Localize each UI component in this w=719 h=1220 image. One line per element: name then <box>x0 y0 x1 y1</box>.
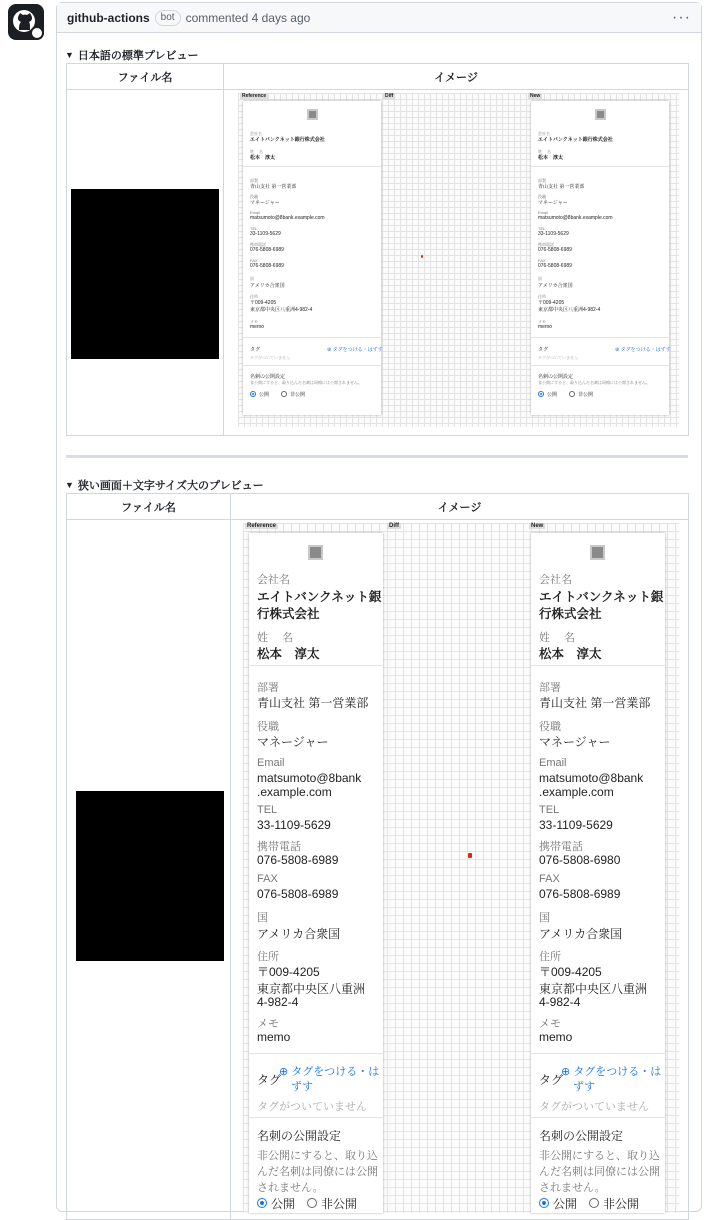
fax-value: 076-5808-6989 <box>539 887 621 901</box>
public-label: 公開 <box>259 392 270 398</box>
address-value: 東京都中央区八重洲4-982-4 <box>250 307 313 313</box>
country-label: 国 <box>250 276 254 281</box>
tel-label: TEL <box>539 804 560 816</box>
tel-value: 33-1109-5629 <box>539 818 613 832</box>
company-value-line1: エイトバンクネット銀 <box>257 590 382 604</box>
publish-label: 名刺の公開設定 <box>539 1129 624 1143</box>
title-label: 役職 <box>250 194 258 199</box>
new-tag: New <box>531 523 544 529</box>
email-value-line2: .example.com <box>257 785 332 799</box>
divider <box>531 365 669 366</box>
tel-value: 33-1109-5629 <box>250 231 281 237</box>
country-value: アメリカ合衆国 <box>538 283 573 289</box>
email-label: Email <box>257 757 285 769</box>
name-value: 松本 淳太 <box>539 647 602 661</box>
tel-label: TEL <box>257 804 278 816</box>
address-value: 東京都中央区八重洲4-982-4 <box>538 307 601 313</box>
mobile-value: 076-5808-6989 <box>257 853 339 867</box>
reference-tag: Reference <box>242 93 267 99</box>
title-value: マネージャー <box>250 200 280 206</box>
diff-marker <box>468 853 472 858</box>
dept-label: 部署 <box>539 682 561 694</box>
private-radio[interactable] <box>281 391 287 397</box>
dept-value: 青山支社 第一営業部 <box>538 184 585 190</box>
zip-value: 〒009-4205 <box>538 300 565 306</box>
fax-label: FAX <box>538 258 546 263</box>
memo-label: メモ <box>538 319 546 324</box>
address-value-line2: 4-982-4 <box>257 995 299 1009</box>
title-value: マネージャー <box>538 200 568 206</box>
publish-description-line3: されません。 <box>539 1182 606 1194</box>
publish-description-line2: んだ名刺は同僚には公開 <box>539 1166 660 1178</box>
company-value-line2: 行株式会社 <box>539 607 602 621</box>
redacted-filename <box>76 791 224 961</box>
country-value: アメリカ合衆国 <box>539 927 623 941</box>
address-value-line1: 東京都中央区八重洲 <box>257 982 366 996</box>
mobile-label: 携帯電話 <box>538 242 554 247</box>
email-value-line2: .example.com <box>539 785 614 799</box>
private-radio[interactable] <box>307 1198 317 1208</box>
private-label: 非公開 <box>603 1197 640 1211</box>
tag-empty-text: タグがついていません <box>257 1101 367 1113</box>
country-value: アメリカ合衆国 <box>250 283 285 289</box>
publish-label: 名刺の公開設定 <box>257 1129 342 1143</box>
column-header-filename: ファイル名 <box>67 64 224 90</box>
comment-header <box>57 3 701 33</box>
private-label: 非公開 <box>290 392 306 398</box>
name-label: 姓 名 <box>257 632 294 644</box>
tag-edit-link-line2[interactable]: ずす <box>291 1081 313 1093</box>
zip-value: 〒009-4205 <box>539 965 602 979</box>
divider <box>243 365 381 366</box>
divider <box>243 337 381 338</box>
column-header-filename: ファイル名 <box>67 494 231 520</box>
section-separator <box>66 455 688 458</box>
divider <box>531 337 669 338</box>
publish-description-line3: されません。 <box>257 1182 324 1194</box>
publish-description-line1: 非公開にすると、取り込 <box>539 1150 660 1162</box>
divider <box>249 665 383 666</box>
title-label: 役職 <box>257 721 279 733</box>
divider <box>531 1053 665 1054</box>
mobile-value: 076-5808-6980 <box>539 853 621 867</box>
tag-label: タグ <box>250 347 261 353</box>
private-radio[interactable] <box>589 1198 599 1208</box>
bot-label: bot <box>155 10 181 26</box>
publish-label: 名刺の公開設定 <box>538 374 574 380</box>
card-reference-small <box>243 101 381 415</box>
dept-label: 部署 <box>538 178 546 183</box>
divider <box>531 166 669 167</box>
zip-value: 〒009-4205 <box>250 300 277 306</box>
title-value: マネージャー <box>257 735 329 749</box>
mobile-label: 携帯電話 <box>257 841 301 853</box>
fax-label: FAX <box>257 873 278 885</box>
comment-meta[interactable]: commented 4 days ago <box>185 10 311 25</box>
new-tag: New <box>530 93 541 99</box>
company-value-line2: 行株式会社 <box>257 607 320 621</box>
snapshot-image-standard <box>238 93 679 427</box>
publish-description: 非公開にすると、取り込んだ名刺は同僚には公開されません。 <box>250 380 363 385</box>
redacted-filename <box>71 189 219 359</box>
name-value: 松本 淳太 <box>257 647 320 661</box>
memo-label: メモ <box>539 1018 561 1030</box>
address-label: 住所 <box>538 294 546 299</box>
bot-badge-icon <box>30 26 44 40</box>
company-value: エイトバンクネット銀行株式会社 <box>538 137 613 143</box>
divider <box>531 1117 665 1118</box>
memo-value: memo <box>250 324 264 330</box>
mobile-label: 携帯電話 <box>539 841 583 853</box>
company-label: 会社名 <box>257 574 290 586</box>
card-new-small <box>531 101 669 415</box>
name-value: 松本 淳太 <box>250 155 276 161</box>
public-radio[interactable] <box>257 1198 267 1208</box>
dept-label: 部署 <box>250 178 258 183</box>
memo-label: メモ <box>250 319 258 324</box>
tag-empty-text: タグがついていません <box>250 355 290 360</box>
dept-value: 青山支社 第一営業部 <box>539 696 651 710</box>
email-value-line1: matsumoto@8bank <box>539 771 644 785</box>
address-label: 住所 <box>257 951 279 963</box>
tel-label: TEL <box>250 226 258 231</box>
company-logo-icon <box>595 109 606 120</box>
fax-label: FAX <box>250 258 258 263</box>
address-label: 住所 <box>250 294 258 299</box>
email-value-line1: matsumoto@8bank <box>257 771 362 785</box>
memo-value: memo <box>257 1030 291 1044</box>
country-label: 国 <box>539 912 550 924</box>
tag-label: タグ <box>539 1073 564 1087</box>
summary-label: 日本語の標準プレビュー <box>77 50 199 62</box>
email-label: Email <box>539 757 567 769</box>
kebab-menu-icon[interactable]: ··· <box>672 8 691 26</box>
triangle-down-icon: ▼ <box>65 50 74 60</box>
tag-edit-link-line1[interactable]: ⊕ タグをつける・は <box>561 1066 662 1078</box>
title-value: マネージャー <box>539 735 611 749</box>
triangle-down-icon: ▼ <box>65 480 74 490</box>
public-label: 公開 <box>547 392 558 398</box>
company-label: 会社名 <box>539 574 572 586</box>
card-reference-large <box>249 533 383 1213</box>
title-label: 役職 <box>539 721 561 733</box>
title-label: 役職 <box>538 194 546 199</box>
summary-narrow-large-preview[interactable] <box>65 477 264 493</box>
tag-edit-link[interactable]: ⊕ タグをつける・はずす <box>327 347 383 353</box>
address-value-line1: 東京都中央区八重洲 <box>539 982 648 996</box>
tag-label: タグ <box>538 347 549 353</box>
diff-tag: Diff <box>385 93 394 99</box>
company-logo-icon <box>307 109 318 120</box>
private-label: 非公開 <box>321 1197 358 1211</box>
public-label: 公開 <box>271 1197 296 1211</box>
publish-label: 名刺の公開設定 <box>250 374 286 380</box>
publish-description: 非公開にすると、取り込んだ名刺は同僚には公開されません。 <box>538 380 651 385</box>
country-value: アメリカ合衆国 <box>257 927 341 941</box>
tel-label: TEL <box>538 226 546 231</box>
reference-tag: Reference <box>247 523 277 529</box>
company-label: 会社名 <box>538 131 550 136</box>
fax-value: 076-5808-6989 <box>257 887 339 901</box>
summary-label: 狭い画面＋文字サイズ大のプレビュー <box>77 480 264 492</box>
private-radio[interactable] <box>569 391 575 397</box>
address-value-line2: 4-982-4 <box>539 995 581 1009</box>
diff-marker <box>421 255 423 258</box>
tag-empty-text: タグがついていません <box>538 355 578 360</box>
github-actions-avatar[interactable] <box>8 4 44 40</box>
email-value: matsumoto@8bank.example.com <box>538 215 613 221</box>
column-header-image: イメージ <box>231 494 689 520</box>
fax-label: FAX <box>539 873 560 885</box>
mobile-value: 076-5808-6989 <box>250 247 284 253</box>
public-radio[interactable] <box>538 391 544 397</box>
divider <box>243 166 381 167</box>
diff-tag: Diff <box>389 523 399 529</box>
dept-value: 青山支社 第一営業部 <box>250 184 297 190</box>
tag-label: タグ <box>257 1073 282 1087</box>
tag-edit-link-line2[interactable]: ずす <box>573 1081 595 1093</box>
name-label: 姓 名 <box>539 632 576 644</box>
fax-value: 076-5808-6989 <box>250 263 284 269</box>
zip-value: 〒009-4205 <box>257 965 320 979</box>
column-header-image: イメージ <box>224 64 689 90</box>
email-value: matsumoto@8bank.example.com <box>250 215 325 221</box>
tag-empty-text: タグがついていません <box>539 1101 649 1113</box>
public-radio[interactable] <box>250 391 256 397</box>
summary-standard-preview[interactable] <box>65 47 198 63</box>
memo-value: memo <box>539 1030 573 1044</box>
company-logo-icon <box>590 545 605 560</box>
private-label: 非公開 <box>578 392 594 398</box>
email-label: Email <box>250 210 261 215</box>
tel-value: 33-1109-5629 <box>538 231 569 237</box>
mobile-value: 076-5808-6989 <box>538 247 572 253</box>
divider <box>249 1117 383 1118</box>
company-label: 会社名 <box>250 131 262 136</box>
name-label: 姓 名 <box>250 149 264 154</box>
company-value: エイトバンクネット銀行株式会社 <box>250 137 325 143</box>
memo-label: メモ <box>257 1018 279 1030</box>
divider <box>531 665 665 666</box>
comment-box <box>56 2 702 1212</box>
email-label: Email <box>538 210 549 215</box>
card-new-large <box>531 533 665 1213</box>
tag-edit-link[interactable]: ⊕ タグをつける・はずす <box>615 347 671 353</box>
dept-value: 青山支社 第一営業部 <box>257 696 369 710</box>
mobile-label: 携帯電話 <box>250 242 266 247</box>
divider <box>249 1053 383 1054</box>
tel-value: 33-1109-5629 <box>257 818 331 832</box>
country-label: 国 <box>538 276 542 281</box>
memo-value: memo <box>538 324 552 330</box>
name-value: 松本 淳太 <box>538 155 564 161</box>
name-label: 姓 名 <box>538 149 552 154</box>
publish-description-line1: 非公開にすると、取り込 <box>257 1150 378 1162</box>
public-radio[interactable] <box>539 1198 549 1208</box>
company-value-line1: エイトバンクネット銀 <box>539 590 664 604</box>
address-label: 住所 <box>539 951 561 963</box>
snapshot-image-narrow <box>243 523 679 1213</box>
fax-value: 076-5808-6989 <box>538 263 572 269</box>
comment-author[interactable]: github-actions <box>67 10 150 25</box>
publish-description-line2: んだ名刺は同僚には公開 <box>257 1166 378 1178</box>
public-label: 公開 <box>553 1197 578 1211</box>
dept-label: 部署 <box>257 682 279 694</box>
tag-edit-link-line1[interactable]: ⊕ タグをつける・は <box>279 1066 380 1078</box>
company-logo-icon <box>308 545 323 560</box>
country-label: 国 <box>257 912 268 924</box>
